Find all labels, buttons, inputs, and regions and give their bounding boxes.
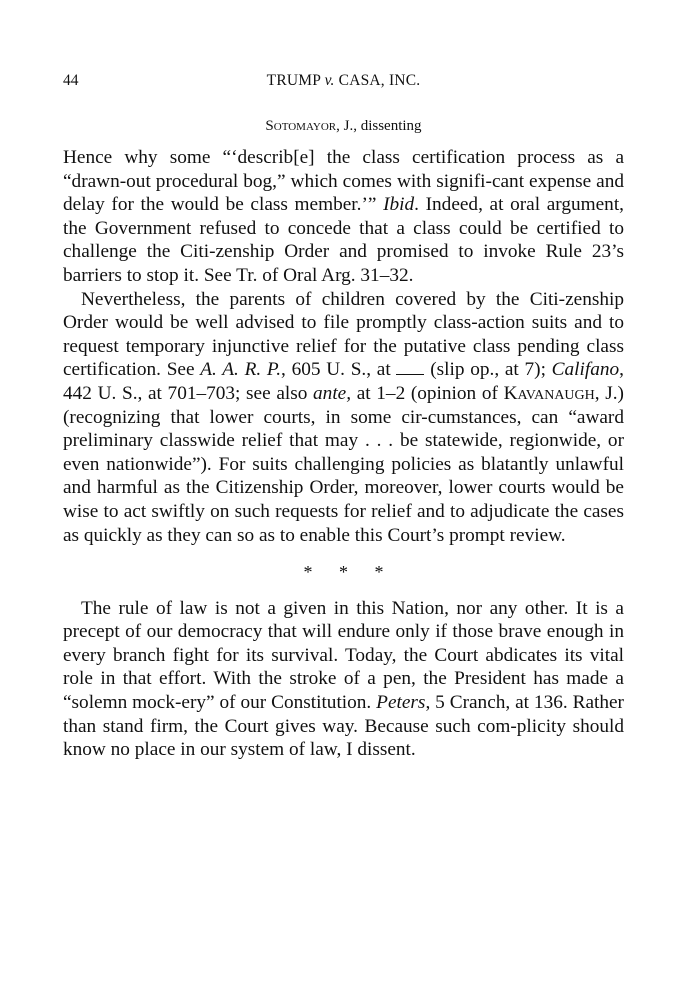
running-title-versus: v. [324, 72, 335, 89]
p2-text-8: cumstances, can “award preliminary classwide relief that may . . . be statewide, regionwide, or even nationwide”). For suits challenging policies as blatantly unlawful and harmful as the Citizenship Order, moreover, lower courts would be wise to act swiftly on such requests for relief and to adjudicate the cases as quickly as they can so as to enable this Court’s prompt review. [63, 406, 624, 546]
page-number: 44 [63, 72, 79, 89]
p3-peters: Peters [376, 692, 426, 714]
running-title-prefix: TRUMP [266, 72, 325, 89]
p1-ibid: Ibid [383, 194, 415, 216]
p3-text-1: The rule of law is not a given in this Nation, nor any other. It is a precept of our democracy that will endure only if those brave enough in every branch fight for its survival. Today, the Court abdicates its vital role in that effort. With the stroke of a pen, the President has made a “solemn mock- [63, 597, 624, 714]
p2-text-3: , 605 U. S., at [281, 359, 397, 381]
paragraph-2 [63, 288, 624, 548]
p3-text-2: ery” of our Constitution. [181, 692, 377, 714]
p2-text-1: Nevertheless, the parents of children covered by the Citi- [81, 288, 566, 310]
p2-ante: ante, [313, 382, 352, 404]
p2-text-2: zenship Order would be well advised to file promptly class-action suits and to request temporary injunctive relief for the putative class pending class certification. See [63, 288, 624, 381]
opinion-author-line [0, 118, 687, 135]
p2-aarp: A. A. R. P. [200, 359, 282, 381]
paragraph-1 [63, 146, 624, 288]
citation-blank [396, 373, 424, 375]
p2-text-4: (slip op., at 7); [424, 359, 552, 381]
p2-text-6: at 1–2 (opinion of [351, 382, 504, 404]
p1-text-2: cant expense and delay for the would be class member.’” [63, 170, 625, 216]
author-name: Sotomayor [265, 118, 337, 134]
page-header [63, 72, 624, 96]
p2-kavanaugh: Kavanaugh [503, 382, 595, 404]
p1-text-4: zenship Order and promised to invoke Rule 23’s barriers to stop it. See Tr. of Oral Arg. 31–32. [63, 241, 624, 286]
p2-text-7: , J.) (recognizing that lower courts, in some cir- [63, 382, 624, 428]
paragraph-3 [63, 597, 624, 762]
p2-califano: Califano [551, 359, 620, 381]
running-title-suffix: CASA, INC. [334, 72, 421, 89]
p2-text-5: , 442 U. S., at 701–703; see also [63, 359, 624, 404]
p1-text-1: Hence why some “‘describ[e] the class certification process as a “drawn-out procedural bog,” which comes with signifi- [63, 147, 624, 192]
author-suffix: , J., dissenting [336, 118, 422, 134]
p3-text-3: , 5 Cranch, at 136. Rather than stand firm, the Court gives way. Because such com- [63, 692, 624, 737]
section-separator: * * * [303, 562, 384, 583]
running-title [63, 72, 624, 90]
p3-text-4: plicity should know no place in our system of law, I dissent. [63, 715, 625, 761]
opinion-body [63, 146, 624, 762]
p1-text-3: . Indeed, at oral argument, the Government refused to concede that a class could be certified to challenge the Citi- [63, 194, 625, 263]
